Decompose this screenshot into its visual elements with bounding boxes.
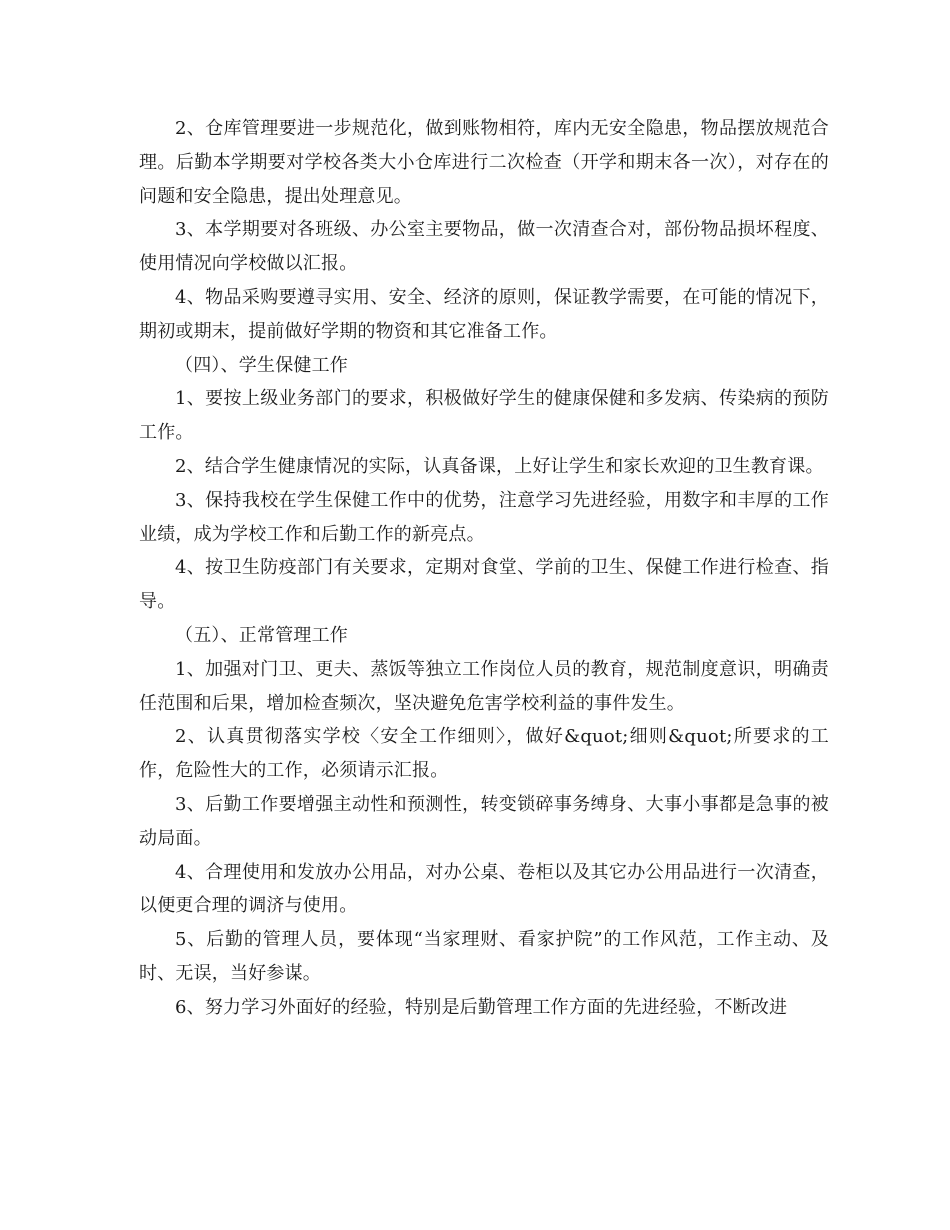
paragraph-hygiene-inspection: 4、按卫生防疫部门有关要求，定期对食堂、学前的卫生、保健工作进行检查、指导。 [139, 557, 829, 613]
section-heading-regular-management: （五）、正常管理工作 [175, 624, 348, 646]
section-heading-student-health: （四）、学生保健工作 [175, 354, 348, 376]
document-body [139, 112, 829, 1025]
paragraph-management-staff: 5、后勤的管理人员，要体现“当家理财、看家护院”的工作风范，工作主动、及时、无误，当好参谋。 [139, 929, 829, 984]
paragraph-proactive-work: 3、后勤工作要增强主动性和预测性，转变锁碎事务缚身、大事小事都是急事的被动局面。 [139, 793, 829, 849]
paragraph-safety-rules: 2、认真贯彻落实学校〈安全工作细则〉，做好&quot;细则&quot;所要求的工作，危险性大的工作，必须请示汇报。 [139, 726, 829, 782]
paragraph-procurement: 4、物品采购要遵寻实用、安全、经济的原则，保证教学需要，在可能的情况下，期初或期末，提前做好学期的物资和其它准备工作。 [139, 286, 829, 342]
paragraph-health-advantage: 3、保持我校在学生保健工作中的优势，注意学习先进经验，用数字和丰厚的工作业绩，成为学校工作和后勤工作的新亮点。 [139, 489, 829, 545]
paragraph-office-supplies: 4、合理使用和发放办公用品，对办公桌、卷柜以及其它办公用品进行一次清查，以便更合理的调济与使用。 [139, 861, 829, 917]
paragraph-health-education: 2、结合学生健康情况的实际，认真备课，上好让学生和家长欢迎的卫生教育课。 [175, 455, 824, 477]
paragraph-warehouse-management: 2、仓库管理要进一步规范化，做到账物相符，库内无安全隐患，物品摆放规范合理。后勤本学期要对学校各类大小仓库进行二次检查（开学和期末各一次），对存在的问题和安全隐患，提出处理意见。 [139, 118, 829, 207]
paragraph-health-prevention: 1、要按上级业务部门的要求，积极做好学生的健康保健和多发病、传染病的预防工作。 [139, 388, 829, 444]
paragraph-staff-education: 1、加强对门卫、更夫、蒸饭等独立工作岗位人员的教育，规范制度意识，明确责任范围和后果，增加检查频次，坚决避免危害学校利益的事件发生。 [139, 658, 829, 714]
paragraph-inventory-check: 3、本学期要对各班级、办公室主要物品，做一次清查合对，部份物品损坏程度、使用情况向学校做以汇报。 [139, 219, 829, 275]
paragraph-learn-experience: 6、努力学习外面好的经验，特别是后勤管理工作方面的先进经验，不断改进 [175, 996, 788, 1018]
